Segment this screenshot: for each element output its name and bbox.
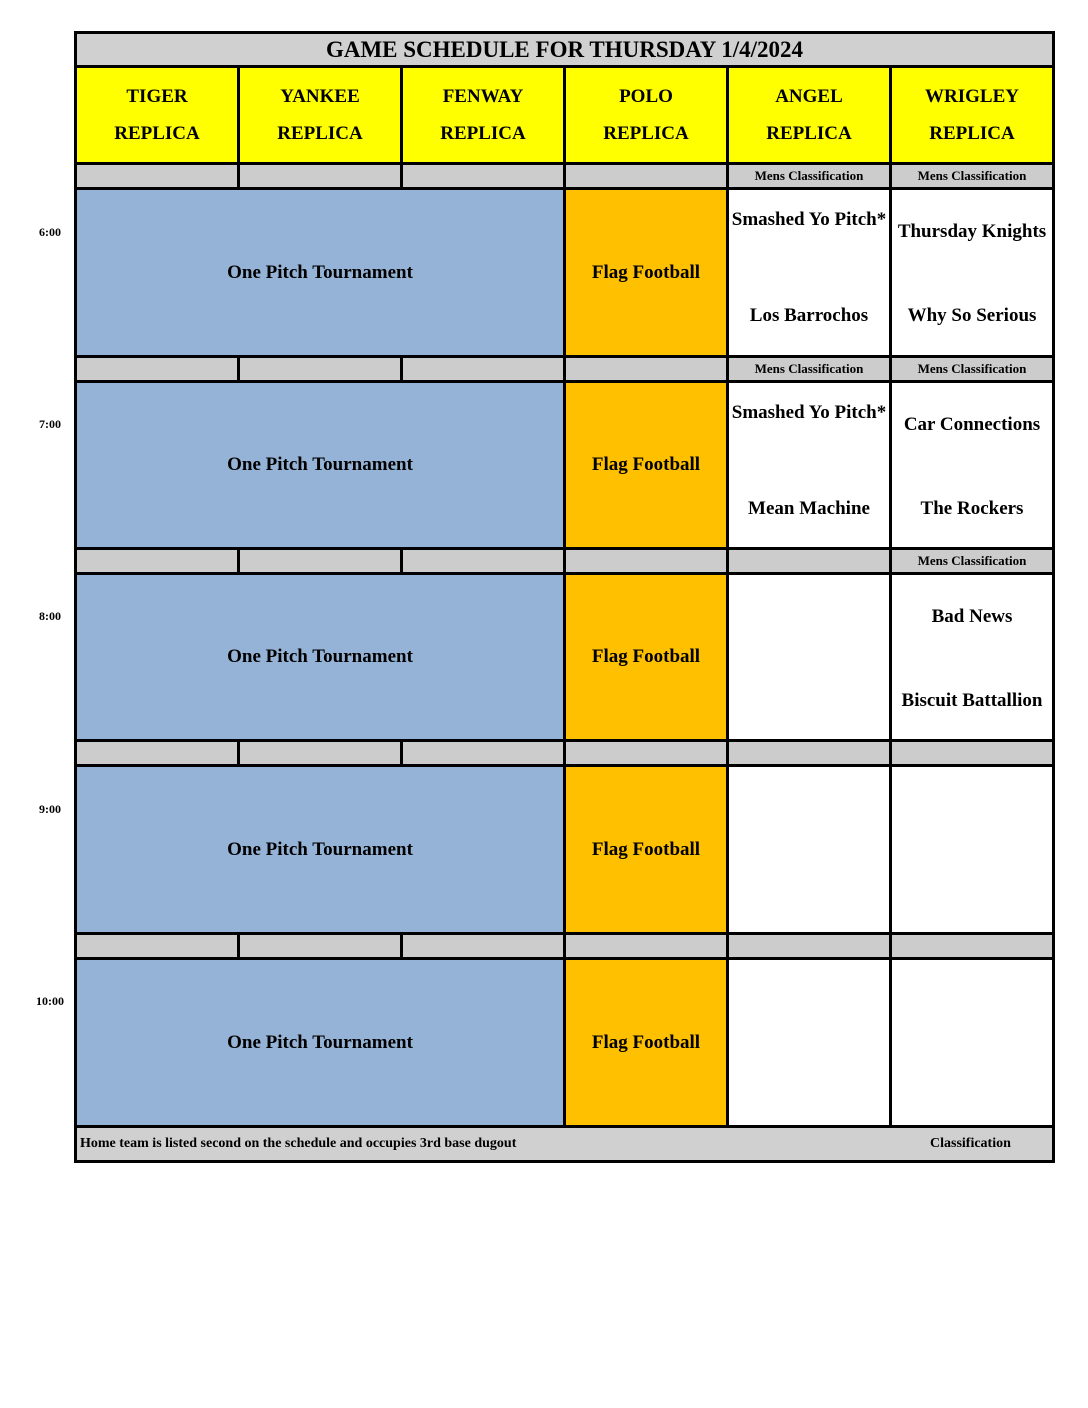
separator-cell (400, 358, 566, 383)
game-cell-angel (729, 960, 892, 1128)
separator-cell (563, 935, 729, 960)
away-team: Bad News (931, 606, 1013, 627)
game-cell-wrigley (892, 767, 1055, 935)
field-subtitle: REPLICA (114, 123, 200, 144)
separator-cell (237, 742, 403, 767)
field-name: ANGEL (775, 86, 843, 107)
home-team: Los Barrochos (749, 305, 869, 326)
field-subtitle: REPLICA (603, 123, 689, 144)
classification-label (726, 935, 892, 960)
separator-cell (400, 165, 566, 190)
time-label: 10:00 (36, 994, 64, 1008)
separator-cell (563, 358, 729, 383)
separator-cell (237, 165, 403, 190)
separator-cell (400, 935, 566, 960)
game-cell-wrigley (892, 190, 1055, 358)
field-header-fenway (400, 68, 566, 165)
time-label: 9:00 (39, 802, 61, 816)
separator-cell (400, 550, 566, 575)
field-header-tiger (74, 68, 240, 165)
field-name: FENWAY (442, 86, 524, 107)
classification-label (726, 550, 892, 575)
field-subtitle: REPLICA (766, 123, 852, 144)
one-pitch-block: One Pitch Tournament (74, 575, 566, 742)
classification-label: Mens Classification (889, 550, 1055, 575)
separator-cell (74, 358, 240, 383)
separator-cell (400, 742, 566, 767)
away-team: Thursday Knights (897, 221, 1047, 242)
separator-cell (563, 742, 729, 767)
home-team: Mean Machine (748, 498, 870, 519)
footer-classification: Classification (930, 1136, 1011, 1151)
flag-football-block: Flag Football (566, 767, 729, 935)
home-team: Why So Serious (907, 305, 1037, 326)
page-title: GAME SCHEDULE FOR THURSDAY 1/4/2024 (74, 31, 1055, 68)
home-team: The Rockers (920, 498, 1024, 519)
game-cell-wrigley (892, 383, 1055, 550)
flag-football-block: Flag Football (566, 575, 729, 742)
away-team: Smashed Yo Pitch* (731, 209, 887, 230)
classification-label (726, 742, 892, 767)
away-team: Car Connections (903, 414, 1041, 435)
classification-label (889, 742, 1055, 767)
classification-label: Mens Classification (726, 358, 892, 383)
game-cell-angel (729, 383, 892, 550)
classification-label (889, 935, 1055, 960)
classification-label: Mens Classification (726, 165, 892, 190)
time-label: 7:00 (39, 417, 61, 431)
separator-cell (74, 165, 240, 190)
time-label: 8:00 (39, 609, 61, 623)
separator-cell (237, 935, 403, 960)
field-name: WRIGLEY (925, 86, 1019, 107)
separator-cell (237, 550, 403, 575)
separator-cell (237, 358, 403, 383)
time-label: 6:00 (39, 225, 61, 239)
game-cell-angel (729, 190, 892, 358)
field-name: YANKEE (280, 86, 360, 107)
separator-cell (563, 550, 729, 575)
footer-bar (74, 1128, 1055, 1163)
home-team: Biscuit Battallion (901, 690, 1043, 711)
separator-cell (74, 935, 240, 960)
game-cell-angel (729, 767, 892, 935)
one-pitch-block: One Pitch Tournament (74, 383, 566, 550)
game-cell-wrigley (892, 960, 1055, 1128)
separator-cell (74, 550, 240, 575)
one-pitch-block: One Pitch Tournament (74, 960, 566, 1128)
game-cell-wrigley (892, 575, 1055, 742)
field-header-polo (563, 68, 729, 165)
field-name: POLO (619, 86, 673, 107)
flag-football-block: Flag Football (566, 383, 729, 550)
classification-label: Mens Classification (889, 358, 1055, 383)
classification-label: Mens Classification (889, 165, 1055, 190)
separator-cell (563, 165, 729, 190)
field-subtitle: REPLICA (277, 123, 363, 144)
flag-football-block: Flag Football (566, 190, 729, 358)
field-header-wrigley (889, 68, 1055, 165)
field-name: TIGER (126, 86, 188, 107)
field-subtitle: REPLICA (929, 123, 1015, 144)
field-header-yankee (237, 68, 403, 165)
one-pitch-block: One Pitch Tournament (74, 190, 566, 358)
footer-note: Home team is listed second on the schedule and occupies 3rd base dugout (80, 1136, 517, 1151)
field-subtitle: REPLICA (440, 123, 526, 144)
separator-cell (74, 742, 240, 767)
game-cell-angel (729, 575, 892, 742)
field-header-angel (726, 68, 892, 165)
away-team: Smashed Yo Pitch* (731, 402, 887, 423)
one-pitch-block: One Pitch Tournament (74, 767, 566, 935)
flag-football-block: Flag Football (566, 960, 729, 1128)
